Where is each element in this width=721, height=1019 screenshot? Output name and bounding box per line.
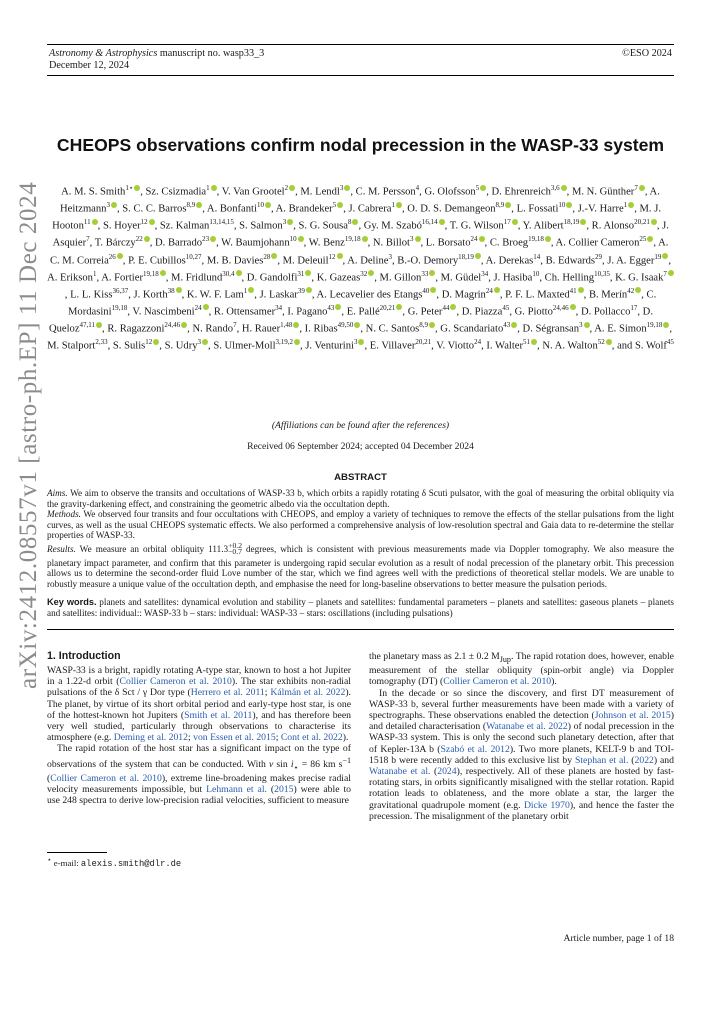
orcid-icon[interactable]	[531, 339, 537, 345]
orcid-icon[interactable]	[511, 322, 517, 328]
body-column-right: the planetary mass as 2.1 ± 0.2 $M_{Jup}$. The rapid rotation does, however, enable measurement of the stellar obliquity (spin-orbit angle) via Doppler tomography (DT) (Collier Cameron et al. 2010). In the decade or so since the discovery, and first DT measurement of WASP-33 b, several further measurements have been made with a variety of spectrographs. These observations enabled the detection (Johnson et al. 2015) and detailed characterisation (Watanabe et al. 2022) of nodal precession in the WASP-33 system. This is only the second such planetary detection, after that of Kepler-13A b (Szabó et al. 2012). Two more planets, KELT-9 b and TOI-1518 b were recently added to this exclusive list by Stephan et al. (2022) and Watanabe et al. (2024), respectively. All of these planets are hosted by fast-rotating stars, in orbits significantly misaligned with the stellar rotation. Rapid rotation leads to oblateness, and the more oblate a star, the larger the gravitational quadrupole moment (e.g. Dicke 1970), and hence the faster the precession. The misalignment of the planetary orbit	[369, 651, 675, 822]
orcid-icon[interactable]	[651, 219, 657, 225]
orcid-icon[interactable]	[202, 339, 208, 345]
header-date: December 12, 2024	[49, 60, 130, 71]
affiliations-note: (Affiliations can be found after the references)	[271, 420, 450, 431]
orcid-icon[interactable]	[494, 287, 500, 293]
orcid-icon[interactable]	[663, 322, 669, 328]
running-header	[47, 44, 674, 76]
orcid-icon[interactable]	[479, 236, 485, 242]
body-column-left: WASP-33 is a bright, rapidly rotating A-type star, known to host a hot Jupiter in a 1.22-d orbit (Collier Cameron et al. 2010). The star exhibits non-radial pulsations of the δ Sct / γ Dor type (Herrero et al. 2011; Kálmán et al. 2022). The planet, by virtue of its short orbital period and early-type host star, is one of the hottest-known hot Jupiters (Smith et al. 2011), and has therefore been very well studied, particularly through observations to characterise its atmosphere (e.g. Deming et al. 2012; von Essen et al. 2015; Cont et al. 2022). The rapid rotation of the host star has a significant impact on the type of observations of the system that can be conducted. With v $\sin i_⋆ = 86$ km $s^{-1}$ (Collier Cameron et al. 2010), extreme line-broadening makes precise radial velocity measurements impossible, but Lehmann et al. (2015) were able to use 248 spectra to derive low-precision radial velocities, sufficient to measure	[47, 665, 352, 807]
citation-link[interactable]: Collier Cameron et al. 2010	[119, 676, 232, 688]
orcid-icon[interactable]	[639, 185, 645, 191]
orcid-icon[interactable]	[289, 185, 295, 191]
orcid-icon[interactable]	[505, 202, 511, 208]
orcid-icon[interactable]	[362, 236, 368, 242]
orcid-icon[interactable]	[271, 253, 277, 259]
abstract-results: Results. We measure an orbital obliquity $111.3^{+0.2}_{-0.7}$ degrees, which is consistent with previous measurements made via Doppler tomography. We also measure the planetary impact parameter, and confirm that this parameter is undergoing rapid secular evolution as a result of nodal precession of the planetary orbit. This precession allows us to determine the second-order fluid Love number of the star, which we find agrees well with the predictions of theoretical stellar models. We are unable to robustly measure a unique value of the occultation depth, and emphasise the need for long-baseline observations to better measure the pulsation periods.	[47, 540, 675, 589]
orcid-icon[interactable]	[236, 270, 242, 276]
orcid-icon[interactable]	[430, 287, 436, 293]
abstract-body	[47, 488, 674, 589]
paper-title: CHEOPS observations confirm nodal precession in the WASP-33 system	[56, 135, 665, 155]
orcid-icon[interactable]	[181, 322, 187, 328]
citation-link[interactable]: Collier Cameron et al. 2010	[443, 676, 552, 688]
citation-link[interactable]: 2022	[634, 754, 654, 766]
orcid-icon[interactable]	[429, 270, 435, 276]
orcid-icon[interactable]	[211, 185, 217, 191]
keywords: Key words. planets and satellites: dynamical evolution and stability – planets and satellites: fundamental parameters – planets and satellites: gaseous planets – planets and satellites: individual:: WASP-33 b – stars: individual: WASP-33 – stars: oscillations (including pulsations)	[47, 597, 674, 618]
orcid-icon[interactable]	[606, 339, 612, 345]
footnote-email: ⋆ e-mail: alexis.smith@dlr.de	[47, 855, 182, 869]
citation-link[interactable]: Cont et al. 2022	[280, 732, 343, 744]
orcid-icon[interactable]	[298, 236, 304, 242]
orcid-icon[interactable]	[293, 322, 299, 328]
orcid-icon[interactable]	[415, 236, 421, 242]
orcid-icon[interactable]	[144, 236, 150, 242]
orcid-icon[interactable]	[96, 322, 102, 328]
orcid-icon[interactable]	[306, 287, 312, 293]
citation-link[interactable]: Watanabe et al. 2022	[486, 721, 568, 733]
citation-link[interactable]: Stephan et al.	[574, 754, 629, 766]
abstract-heading: ABSTRACT	[334, 472, 387, 483]
citation-link[interactable]: Herrero et al. 2011	[190, 687, 265, 699]
orcid-icon[interactable]	[305, 270, 311, 276]
orcid-icon[interactable]	[662, 253, 668, 259]
citation-link[interactable]: Collier Cameron et al. 2010	[50, 773, 162, 784]
citation-link[interactable]: 2015	[274, 784, 294, 796]
orcid-icon[interactable]	[117, 253, 123, 259]
orcid-icon[interactable]	[160, 270, 166, 276]
orcid-icon[interactable]	[210, 236, 216, 242]
arxiv-stamp: arXiv:2412.08557v1 [astro-ph.EP] 11 Dec 2024	[15, 181, 42, 689]
orcid-icon[interactable]	[354, 322, 360, 328]
journal-line: Astronomy & Astrophysics manuscript no. wasp33_3	[49, 48, 265, 59]
citation-link[interactable]: Smith et al. 2011	[184, 709, 253, 721]
orcid-icon[interactable]	[566, 202, 572, 208]
orcid-icon[interactable]	[584, 322, 590, 328]
abstract-methods: Methods. We observed four transits and four occultations with CHEOPS, and employ a variety of techniques to remove the effects of the stellar pulsations from the light curves, as well as the usual CHEOPS systematic effects. We also performed a comprehensive analysis of low-resolution spectral and Gaia data to re-determine the stellar properties of WASP-33.	[47, 509, 674, 540]
orcid-icon[interactable]	[92, 219, 98, 225]
citation-link[interactable]: Deming et al. 2012	[113, 732, 188, 744]
orcid-icon[interactable]	[111, 202, 117, 208]
citation-link[interactable]: Kálmán et al. 2022	[270, 687, 346, 699]
section-heading-introduction: 1. Introduction	[47, 650, 121, 662]
orcid-icon[interactable]	[287, 219, 293, 225]
orcid-icon[interactable]	[512, 219, 518, 225]
orcid-icon[interactable]	[480, 185, 486, 191]
orcid-icon[interactable]	[450, 304, 456, 310]
orcid-icon[interactable]	[635, 287, 641, 293]
orcid-icon[interactable]	[580, 219, 586, 225]
orcid-icon[interactable]	[545, 236, 551, 242]
orcid-icon[interactable]	[344, 185, 350, 191]
abstract-divider	[47, 629, 674, 630]
header-copyright: ©ESO 2024	[622, 48, 672, 59]
orcid-icon[interactable]	[337, 202, 343, 208]
page-footer: Article number, page 1 of 18	[563, 933, 674, 944]
orcid-icon[interactable]	[396, 304, 402, 310]
citation-link[interactable]: 2024	[437, 765, 457, 777]
orcid-icon[interactable]	[196, 202, 202, 208]
orcid-icon[interactable]	[294, 339, 300, 345]
citation-link[interactable]: von Essen et al. 2015	[193, 732, 276, 744]
orcid-icon[interactable]	[203, 304, 209, 310]
orcid-icon[interactable]	[352, 219, 358, 225]
citation-link[interactable]: Watanabe et al.	[369, 765, 431, 777]
email-link[interactable]: alexis.smith@dlr.de	[80, 858, 182, 869]
author-list: A. M. S. Smith$^{1⋆}$ , Sz. Csizmadia$^1$ , V. Van Grootel$^2$ , M. Lendl$^3$ , C. M. Persson$^4$, G. Olofsson$^5$ , D. Ehrenreich$^{3,6}$ , M. N. Günther$^7$ , A. Heitzmann$^3$ , S. C. C. Barros$^{8,9}$ , A. Bonfanti$^{10}$ , A. Brandeker$^5$ , J. Cabrera$^1$ , O. D. S. Demangeon$^{8,9}$ , L. Fossati$^{10}$ , J.-V. Harre$^1$ , M. J. Hooton$^{11}$ , S. Hoyer$^{12}$ , Sz. Kalman$^{13,14,15}$, S. Salmon$^3$ , S. G. Sousa$^8$ , Gy. M. Szabó$^{16,14}$ , T. G. Wilson$^{17}$ , Y. Alibert$^{18,19}$ , R. Alonso$^{20,21}$ , J. Asquier$^7$, T. Bárczy$^{22}$ , D. Barrado$^{23}$ , W. Baumjohann$^{10}$ , W. Benz$^{19,18}$ , N. Billot$^3$ , L. Borsato$^{24}$ , C. Broeg$^{19,18}$ , A. Collier Cameron$^{25}$ , A. C. M. Correia$^{26}$ , P. E. Cubillos$^{10,27}$, M. B. Davies$^{28}$ , M. Deleuil$^{12}$ , A. Deline$^3$, B.-O. Demory$^{18,19}$ , A. Derekas$^{14}$, B. Edwards$^{29}$, J. A. Egger$^{19}$ , A. Erikson$^1$, A. Fortier$^{19,18}$ , M. Fridlund$^{30,4}$ , D. Gandolfi$^{31}$ , K. Gazeas$^{32}$ , M. Gillon$^{33}$ , M. Güdel$^{34}$, J. Hasiba$^{10}$, Ch. Helling$^{10,35}$, K. G. Isaak$^7$, L. L. Kiss$^{36,37}$, J. Korth$^{38}$ , K. W. F. Lam$^1$ , J. Laskar$^{39}$ , A. Lecavelier des Etangs$^{40}$ , D. Magrin$^{24}$ , P. F. L. Maxted$^{41}$ , B. Merín$^{42}$ , C. Mordasini$^{19,18}$, V. Nascimbeni$^{24}$ , R. Ottensamer$^{34}$, I. Pagano$^{43}$ , E. Pallé$^{20,21}$ , G. Peter$^{44}$ , D. Piazza$^{45}$, G. Piotto$^{24,46}$ , D. Pollacco$^{17}$, D. Queloz$^{47,11}$ , R. Ragazzoni$^{24,46}$ , N. Rando$^7$, H. Rauer$^{1,48}$ , I. Ribas$^{49,50}$ , N. C. Santos$^{8,9}$ , G. Scandariato$^{43}$ , D. Ségransan$^3$ , A. E. Simon$^{19,18}$ , M. Stalport$^{2,33}$, S. Sulis$^{12}$ , S. Udry$^3$ , S. Ulmer-Moll$^{3,19,2}$ , J. Venturini$^3$ , E. Villaver$^{20,21}$, V. Viotto$^{24}$, I. Walter$^{51}$ , N. A. Walton$^{52}$ , and S. Wolf$^{45}$	[47, 184, 674, 352]
footnote-divider	[47, 852, 107, 853]
orcid-icon[interactable]	[176, 287, 182, 293]
orcid-icon[interactable]	[578, 287, 584, 293]
orcid-icon[interactable]	[475, 253, 481, 259]
orcid-icon[interactable]	[628, 202, 634, 208]
orcid-icon[interactable]	[647, 236, 653, 242]
orcid-icon[interactable]	[358, 339, 364, 345]
orcid-icon[interactable]	[153, 339, 159, 345]
orcid-icon[interactable]	[396, 202, 402, 208]
citation-link[interactable]: Lehmann et al.	[206, 784, 267, 796]
orcid-icon[interactable]	[337, 253, 343, 259]
citation-link[interactable]: Dicke 1970	[523, 799, 570, 811]
orcid-icon[interactable]	[149, 219, 155, 225]
orcid-icon[interactable]	[429, 322, 435, 328]
citation-link[interactable]: Johnson et al. 2015	[594, 709, 671, 721]
orcid-icon[interactable]	[668, 270, 674, 276]
received-dates: Received 06 September 2024; accepted 04 December 2024	[247, 441, 474, 452]
orcid-icon[interactable]	[248, 287, 254, 293]
orcid-icon[interactable]	[368, 270, 374, 276]
orcid-icon[interactable]	[335, 304, 341, 310]
orcid-icon[interactable]	[439, 219, 445, 225]
orcid-icon[interactable]	[570, 304, 576, 310]
citation-link[interactable]: Szabó et al. 2012	[440, 743, 510, 755]
orcid-icon[interactable]	[561, 185, 567, 191]
orcid-icon[interactable]	[134, 185, 140, 191]
orcid-icon[interactable]	[265, 202, 271, 208]
abstract-aims: Aims. We aim to observe the transits and occultations of WASP-33 b, which orbits a rapidly rotating δ Scuti pulsator, with the goal of measuring the orbital obliquity via the gravity-darkening effect, and constraining the geometric albedo via the occultation depth.	[47, 488, 674, 509]
